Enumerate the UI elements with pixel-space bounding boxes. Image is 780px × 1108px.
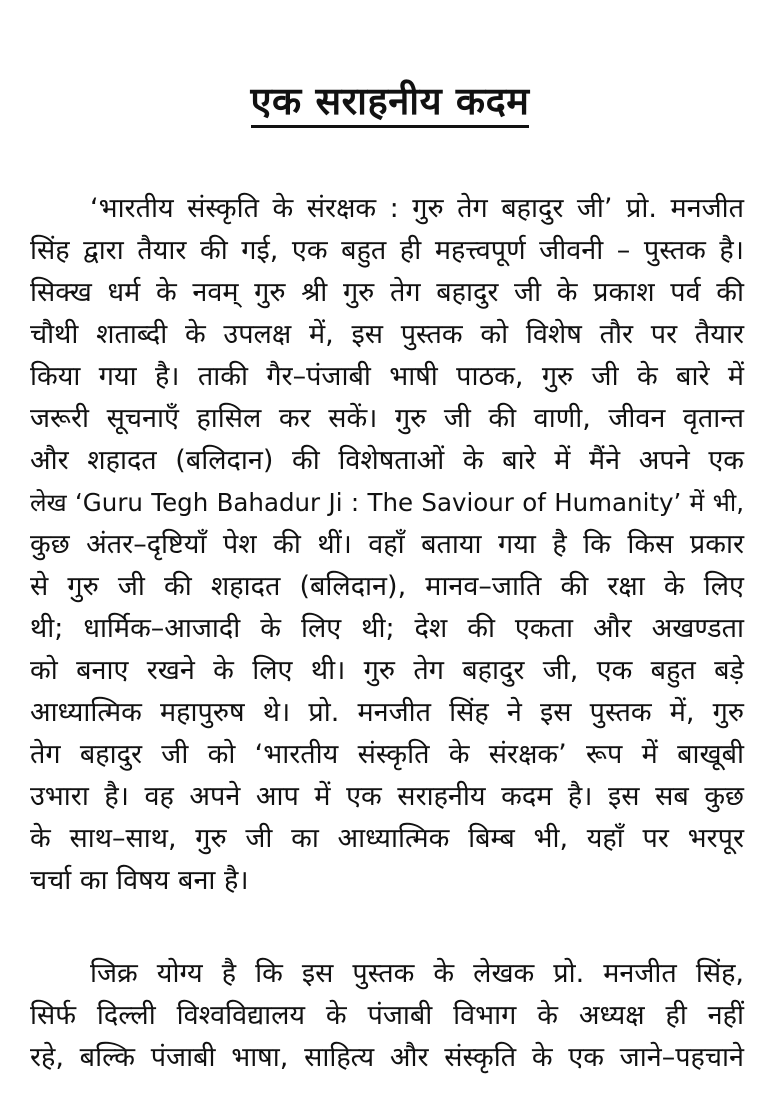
text-line: को बनाए रखने के लिए थी। गुरु तेग बहादुर जी, एक बहुत बड़े — [30, 655, 744, 686]
text-line: जिक्र योग्य है कि इस पुस्तक के लेखक प्रो. मनजीत सिंह, — [90, 958, 744, 989]
paragraph-1 — [30, 188, 744, 902]
text-line: और शहादत (बलिदान) की विशेषताओं के बारे में मैंने अपने एक — [30, 445, 744, 476]
text-line: लेख ‘Guru Tegh Bahadur Ji : The Saviour of Humanity’ में भी, — [30, 488, 744, 517]
text-line: किया गया है। ताकी गैर–पंजाबी भाषी पाठक, गुरु जी के बारे में — [30, 361, 744, 392]
text-line: चौथी शताब्दी के उपलक्ष में, इस पुस्तक को विशेष तौर पर तैयार — [30, 319, 744, 350]
page-title — [0, 77, 780, 125]
paragraph-2 — [30, 953, 744, 1079]
text-line: सिंह द्वारा तैयार की गई, एक बहुत ही महत्त्वपूर्ण जीवनी – पुस्तक है। — [30, 235, 744, 266]
text-line: कुछ अंतर–दृष्टियाँ पेश की थीं। वहाँ बताया गया है कि किस प्रकार — [30, 529, 744, 560]
text-line: तेग बहादुर जी को ‘भारतीय संस्कृति के संरक्षक’ रूप में बाखूबी — [30, 739, 744, 770]
text-line: ‘भारतीय संस्कृति के संरक्षक : गुरु तेग बहादुर जी’ प्रो. मनजीत — [90, 193, 744, 224]
text-line: से गुरु जी की शहादत (बलिदान), मानव–जाति की रक्षा के लिए — [30, 571, 744, 602]
text-line: थी; धार्मिक–आजादी के लिए थी; देश की एकता और अखण्डता — [30, 613, 744, 644]
text-line: आध्यात्मिक महापुरुष थे। प्रो. मनजीत सिंह ने इस पुस्तक में, गुरु — [30, 697, 744, 728]
text-line: जरूरी सूचनाएँ हासिल कर सकें। गुरु जी की वाणी, जीवन वृतान्त — [30, 403, 744, 434]
page-title-text: एक सराहनीय कदम — [251, 79, 530, 128]
text-line: रहे, बल्कि पंजाबी भाषा, साहित्य और संस्कृति के एक जाने–पहचाने — [30, 1042, 744, 1073]
text-line: सिर्फ दिल्ली विश्वविद्यालय के पंजाबी विभाग के अध्यक्ष ही नहीं — [30, 1000, 744, 1031]
text-line: चर्चा का विषय बना है। — [30, 865, 249, 896]
text-line: के साथ–साथ, गुरु जी का आध्यात्मिक बिम्ब भी, यहाँ पर भरपूर — [30, 823, 744, 854]
text-line: सिक्ख धर्म के नवम् गुरु श्री गुरु तेग बहादुर जी के प्रकाश पर्व की — [30, 277, 744, 308]
text-line: उभारा है। वह अपने आप में एक सराहनीय कदम है। इस सब कुछ — [30, 781, 744, 812]
